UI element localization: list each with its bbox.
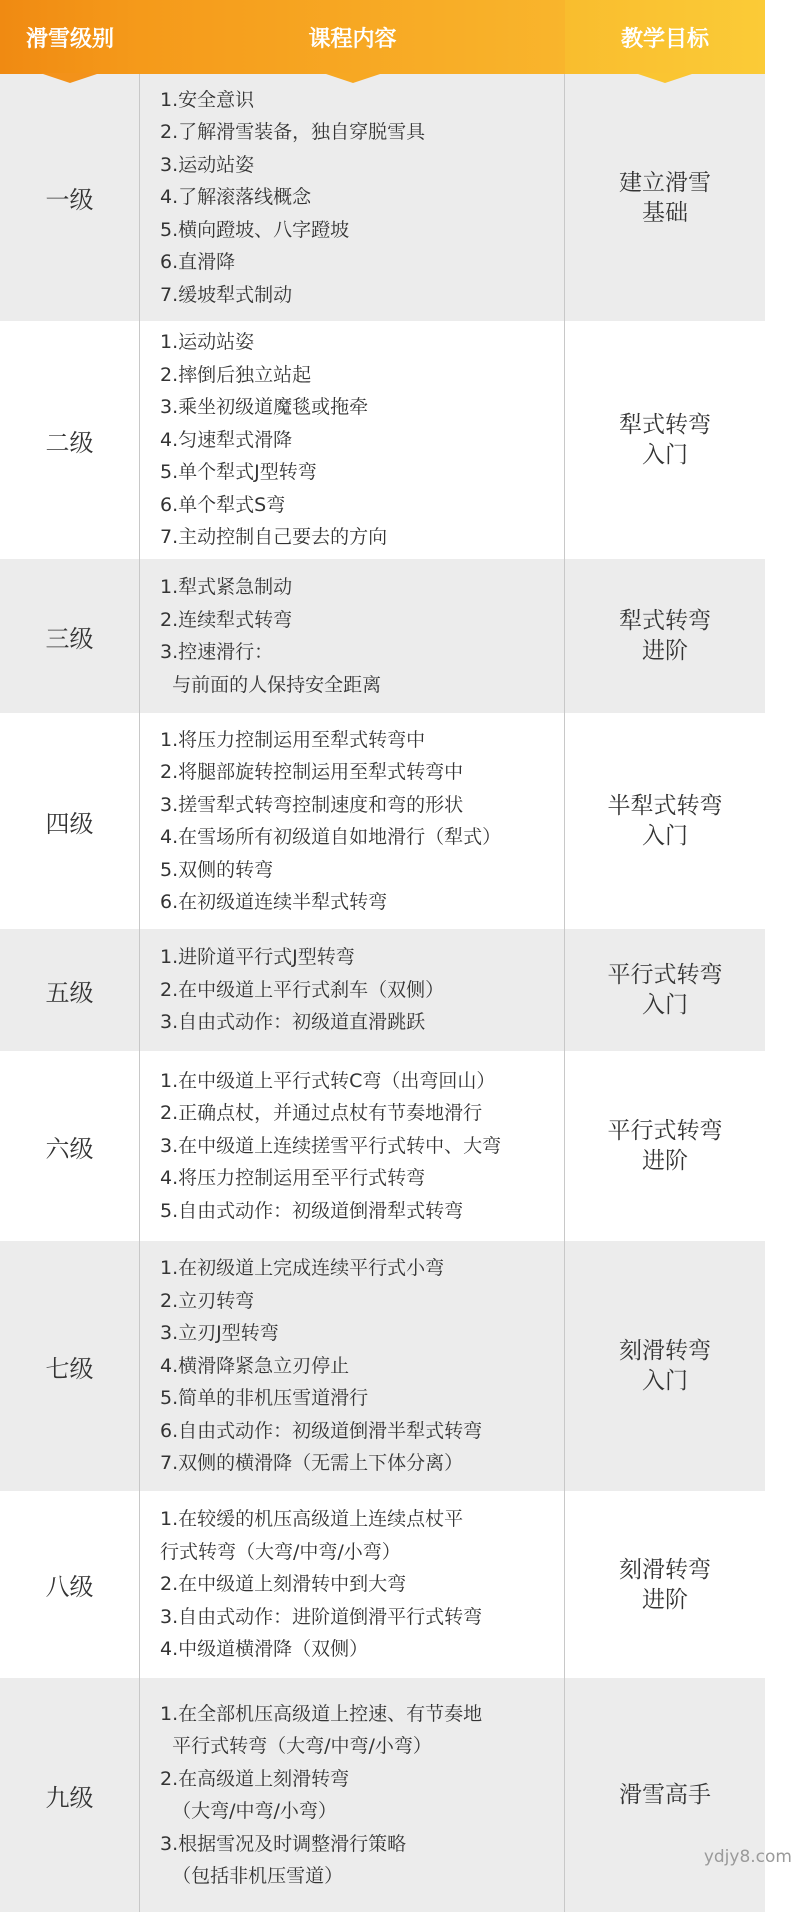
table-row [0,74,765,321]
level-cell: 七级 [0,1241,140,1491]
content-item: 1.进阶道平行式J型转弯 [160,946,355,969]
content-item: 6.单个犁式S弯 [160,493,286,516]
content-item: 4.在雪场所有初级道自如地滑行（犁式） [160,826,502,848]
content-cell [140,1491,565,1678]
content-item: 3.立刃J型转弯 [160,1322,279,1345]
content-item: （大弯/中弯/小弯） [160,1800,337,1822]
level-cell: 九级 [0,1678,140,1912]
content-cell [140,321,565,559]
table-header [0,0,765,74]
content-item: 3.在中级道上连续搓雪平行式转中、大弯 [160,1134,502,1157]
content-item: 5.自由式动作：初级道倒滑犁式转弯 [160,1199,464,1222]
content-item: 平行式转弯（大弯/中弯/小弯） [160,1735,432,1757]
content-item: 3.根据雪况及时调整滑行策略 [160,1832,407,1855]
table-row [0,321,765,559]
content-item: 2.摔倒后独立站起 [160,363,312,386]
content-item: 2.连续犁式转弯 [160,608,293,631]
goal-cell [565,1051,765,1241]
goal-line: 平行式转弯 [607,1118,723,1144]
goal-line: 入门 [642,992,688,1018]
content-item: 1.在初级道上完成连续平行式小弯 [160,1257,445,1280]
goal-line: 进阶 [642,638,688,664]
watermark: ydjy8.com [703,1847,792,1867]
content-cell [140,929,565,1051]
level-cell: 二级 [0,321,140,559]
content-item: 4.横滑降紧急立刃停止 [160,1354,350,1377]
content-item: 1.运动站姿 [160,331,255,354]
goal-line: 滑雪高手 [619,1782,711,1808]
content-item: 6.直滑降 [160,251,236,274]
goal-line: 平行式转弯 [607,962,723,988]
goal-line: 刻滑转弯 [619,1338,711,1364]
content-item: 2.了解滑雪装备，独自穿脱雪具 [160,121,426,144]
goal-line: 刻滑转弯 [619,1556,711,1583]
content-item: 4.将压力控制运用至平行式转弯 [160,1167,426,1190]
header-goal-label: 教学目标 [620,26,709,52]
content-item: 7.缓坡犁式制动 [160,283,293,306]
goal-cell [565,74,765,321]
header-level [0,0,140,74]
table-body [0,74,765,1912]
content-item: 5.简单的非机压雪道滑行 [160,1387,369,1410]
level-cell: 三级 [0,559,140,713]
content-item: 3.控速滑行： [160,641,274,663]
content-item: 1.在较缓的机压高级道上连续点杖平 [160,1508,464,1531]
goal-line: 入门 [642,1368,688,1394]
content-item: 1.将压力控制运用至犁式转弯中 [160,728,426,751]
goal-cell [565,1241,765,1491]
level-cell: 四级 [0,713,140,929]
header-content-label: 课程内容 [308,26,397,52]
content-item: （包括非机压雪道） [160,1865,344,1887]
content-item: 行式转弯（大弯/中弯/小弯） [160,1540,401,1563]
goal-line: 半犁式转弯 [607,793,723,819]
goal-cell [565,929,765,1051]
content-item: 2.在高级道上刻滑转弯 [160,1767,350,1790]
goal-line: 入门 [642,442,688,468]
goal-line: 入门 [642,823,688,849]
content-item: 1.犁式紧急制动 [160,576,293,598]
goal-cell [565,321,765,559]
goal-line: 犁式转弯 [619,608,711,634]
content-item: 5.单个犁式J型转弯 [160,461,317,484]
content-item: 6.在初级道连续半犁式转弯 [160,891,388,913]
header-level-label: 滑雪级别 [25,26,114,52]
table-row [0,1678,765,1912]
goal-line: 犁式转弯 [619,412,711,438]
goal-line: 进阶 [642,1586,688,1613]
goal-line: 基础 [642,199,688,226]
content-item: 1.安全意识 [160,88,255,111]
table-row [0,1241,765,1491]
content-item: 5.横向蹬坡、八字蹬坡 [160,218,350,241]
content-item: 1.在全部机压高级道上控速、有节奏地 [160,1702,483,1725]
table-row [0,1491,765,1678]
content-cell [140,1051,565,1241]
level-cell: 八级 [0,1491,140,1678]
content-item: 2.在中级道上平行式刹车（双侧） [160,978,445,1001]
content-cell [140,74,565,321]
goal-cell [565,713,765,929]
content-item: 7.主动控制自己要去的方向 [160,526,388,549]
content-item: 3.自由式动作：初级道直滑跳跃 [160,1011,426,1034]
content-cell [140,559,565,713]
content-item: 2.立刃转弯 [160,1289,255,1312]
table-row [0,713,765,929]
table-row [0,1051,765,1241]
content-item: 7.双侧的横滑降（无需上下体分离） [160,1452,464,1475]
content-item: 5.双侧的转弯 [160,858,274,881]
content-item: 6.自由式动作：初级道倒滑半犁式转弯 [160,1419,483,1442]
goal-cell [565,1491,765,1678]
content-item: 2.在中级道上刻滑转中到大弯 [160,1573,407,1596]
content-cell [140,1678,565,1912]
goal-line: 进阶 [642,1148,688,1174]
content-item: 4.中级道横滑降（双侧） [160,1638,369,1661]
goal-cell [565,559,765,713]
table-row [0,929,765,1051]
content-cell [140,1241,565,1491]
content-item: 3.运动站姿 [160,153,255,176]
content-item: 与前面的人保持安全距离 [160,673,382,696]
content-item: 2.将腿部旋转控制运用至犁式转弯中 [160,761,464,783]
content-item: 3.乘坐初级道魔毯或拖牵 [160,396,369,419]
content-item: 2.正确点杖，并通过点杖有节奏地滑行 [160,1102,483,1125]
level-cell: 五级 [0,929,140,1051]
content-item: 1.在中级道上平行式转C弯（出弯回山） [160,1069,496,1092]
content-item: 4.匀速犁式滑降 [160,428,293,451]
header-goal [565,0,765,74]
table-row [0,559,765,713]
goal-line: 建立滑雪 [619,169,711,196]
level-cell: 六级 [0,1051,140,1241]
header-content [140,0,565,74]
content-item: 3.自由式动作：进阶道倒滑平行式转弯 [160,1605,483,1628]
level-cell: 一级 [0,74,140,321]
goal-cell [565,1678,765,1912]
content-item: 4.了解滚落线概念 [160,186,312,209]
content-cell [140,713,565,929]
content-item: 3.搓雪犁式转弯控制速度和弯的形状 [160,793,464,816]
